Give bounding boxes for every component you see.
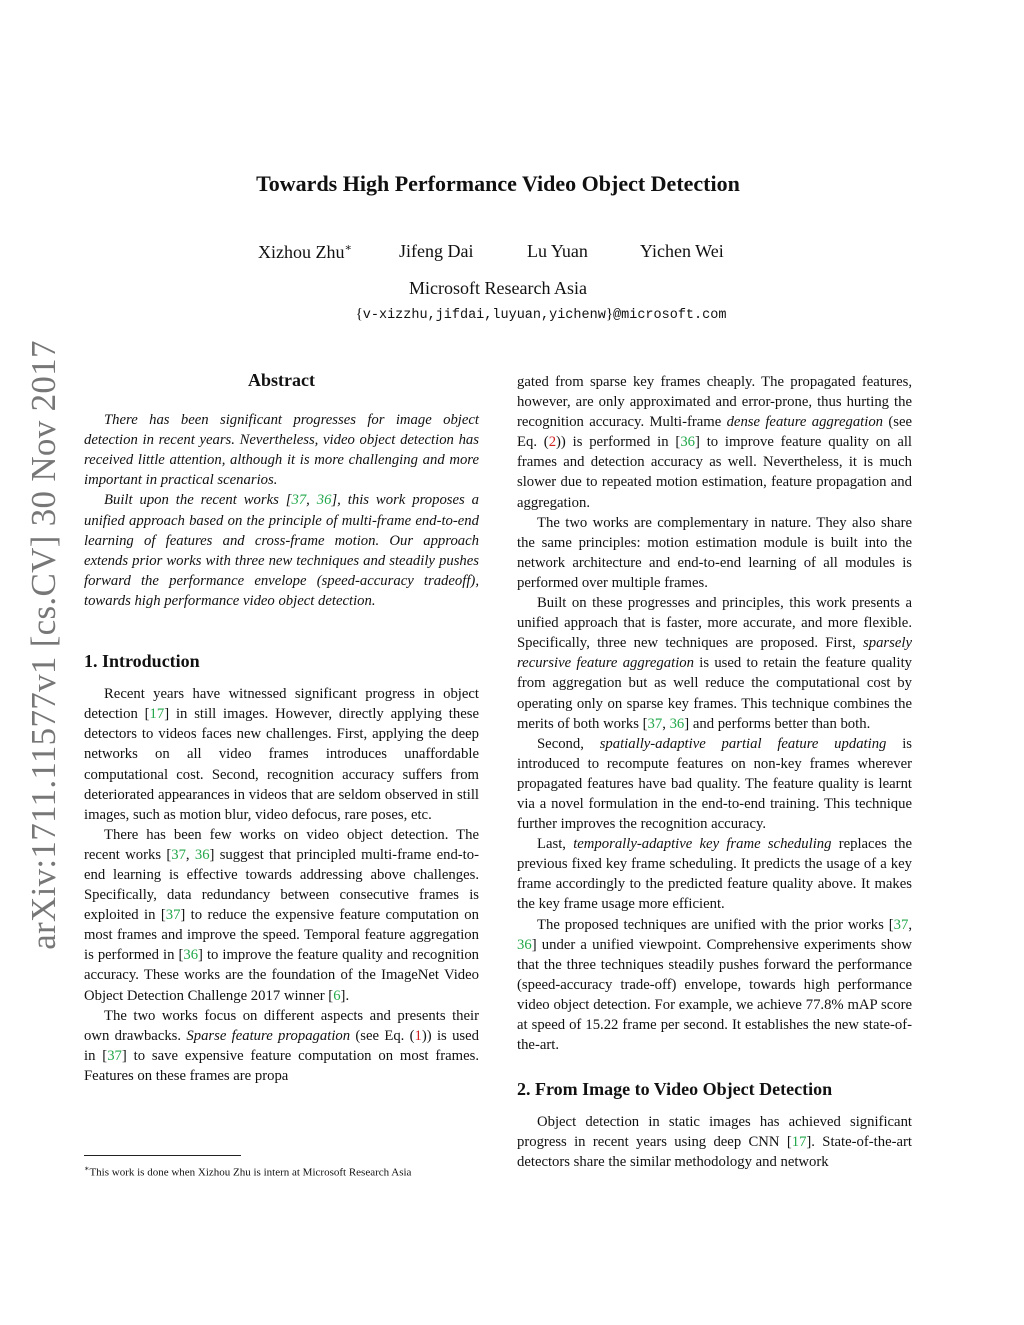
footnote: ∗This work is done when Xizhou Zhu is intern at Microsoft Research Asia bbox=[84, 1164, 412, 1179]
intro-paragraph-7: Last, temporally-adaptive key frame scheduling replaces the previous fixed key frame scheduling. It predicts the usage of a key frame accordingly to the predicted feature quality above. It makes the key frame usage more efficient. bbox=[517, 836, 912, 913]
abstract-paragraph-2: Built upon the recent works [37, 36], this work proposes a unified approach based on the principle of multi-frame end-to-end learning of features and cross-frame motion. Our approach extends prior works with three new techniques and steadily pushes forward the performance envelope (speed-accuracy tradeoff), towards high performance video object detection. bbox=[84, 492, 480, 609]
author-3: Lu Yuan bbox=[527, 241, 588, 261]
citation-link[interactable]: 36 bbox=[669, 715, 685, 732]
arxiv-watermark bbox=[20, 340, 68, 950]
intro-paragraph-5: Built on these progresses and principles, this work presents a unified approach that is faster, more accurate, and more flexible. Specifically, three new techniques are proposed. First, sparsely recursive feature aggregation is used to retain the feature quality from aggregation but as well reduce the computational cost by operating only on sparse key frames. This technique combines the merits of both works [37, 36] and performs better than both. bbox=[517, 595, 913, 732]
citation-link[interactable]: 17 bbox=[791, 1134, 807, 1151]
citation-link[interactable]: 36 bbox=[517, 936, 532, 953]
affiliation: Microsoft Research Asia bbox=[409, 278, 587, 298]
citation-link[interactable]: 37 bbox=[107, 1047, 122, 1064]
author-emails: {v-xizzhu,jifdai,luyuan,yichenw}@microsoft.com bbox=[355, 306, 727, 323]
citation-link[interactable]: 37 bbox=[893, 916, 909, 933]
intro-paragraph-3-continued: gated from sparse key frames cheaply. The propagated features, however, are only approximated and error-prone, thus hurting the recognition accuracy. Multi-frame dense feature aggregation (see Eq. (2)) is performed in [36] to improve feature quality on all frames and detection accuracy as well. Nevertheless, it is much slower due to repeated motion estimation, feature propagation and aggregation. bbox=[517, 374, 913, 511]
citation-link[interactable]: 37 bbox=[291, 492, 307, 509]
footnote-rule bbox=[84, 1155, 241, 1156]
abstract-paragraph-1: There has been significant progresses for image object detection in recent years. Nevertheless, video object detection has received little attention, although it is more challenging and more important in practical scenarios. bbox=[84, 412, 479, 489]
citation-link[interactable]: 37 bbox=[165, 907, 181, 924]
equation-link[interactable]: 1 bbox=[414, 1027, 422, 1044]
intro-paragraph-2: There has been few works on video object detection. The recent works [37, 36] suggest that principled multi-frame end-to-end learning is effective towards addressing above challenges. Specifically, data redundancy between consecutive frames is exploited in [37] to reduce the expensive feature computation on most frames and improve the speed. Temporal feature aggregation is performed in [36] to improve the feature quality and recognition accuracy. These works are the foundation of the ImageNet Video Object Detection Challenge 2017 winner [6]. bbox=[84, 826, 480, 1004]
arxiv-id: arXiv:1711.11577v1 [cs.CV] 30 Nov 2017 bbox=[24, 340, 63, 950]
citation-link[interactable]: 36 bbox=[194, 846, 210, 863]
intro-paragraph-3: The two works focus on different aspects and presents their own drawbacks. Sparse feature propagation (see Eq. (1)) is used in [37] to save expensive feature computation on most frames. Features on these frames are propa bbox=[84, 1007, 479, 1084]
left-column bbox=[84, 370, 479, 1086]
right-column bbox=[517, 372, 912, 1173]
author-2: Jifeng Dai bbox=[399, 241, 474, 261]
section-heading-image-to-video: 2. From Image to Video Object Detection bbox=[517, 1079, 833, 1100]
paper-title: Towards High Performance Video Object Detection bbox=[256, 171, 740, 196]
citation-link[interactable]: 36 bbox=[316, 492, 332, 509]
intro-paragraph-8: The proposed techniques are unified with the prior works [37, 36] under a unified viewpoint. Comprehensive experiments show that the three techniques steadily pushes forward the performance (speed-accuracy trade-off) envelope, towards high performance video object detection. For example, we achieve 77.8% mAP score at speed of 15.22 frame per second. It establishes the new state-of-the-art. bbox=[517, 916, 912, 1054]
section-heading-introduction: 1. Introduction bbox=[84, 651, 200, 672]
intro-paragraph-6: Second, spatially-adaptive partial feature updating is introduced to recompute features on non-key frames wherever propagated features have bad quality. The feature quality is learnt via a novel formulation in the end-to-end training. This technique further improves the recognition accuracy. bbox=[517, 735, 912, 833]
author-4: Yichen Wei bbox=[640, 241, 724, 261]
citation-link[interactable]: 37 bbox=[647, 715, 663, 732]
citation-link[interactable]: 6 bbox=[333, 987, 341, 1004]
abstract-heading: Abstract bbox=[248, 370, 315, 390]
author-1: Xizhou Zhu∗ bbox=[258, 242, 352, 262]
abstract-section bbox=[84, 370, 479, 611]
citation-link[interactable]: 17 bbox=[149, 706, 165, 723]
citation-link[interactable]: 36 bbox=[183, 947, 199, 964]
section2-paragraph-1: Object detection in static images has achieved significant progress in recent years using deep CNN [17]. State-of-the-art detectors share the similar methodology and network bbox=[517, 1114, 912, 1171]
equation-link[interactable]: 2 bbox=[548, 434, 557, 451]
citation-link[interactable]: 37 bbox=[171, 846, 186, 863]
citation-link[interactable]: 36 bbox=[680, 434, 695, 451]
intro-paragraph-1: Recent years have witnessed significant progress in object detection [17] in still images. However, directly applying these detectors to videos faces new challenges. First, applying the deep networks on all video frames introduces unaffordable computational cost. Second, recognition accuracy suffers from deteriorated appearances in videos that are seldom observed in still images, such as motion blur, video defocus, rare poses, etc. bbox=[84, 686, 479, 823]
intro-paragraph-4: The two works are complementary in nature. They also share the same principles: motion estimation module is built into the network architecture and end-to-end learning of all modules is performed over multiple frames. bbox=[517, 514, 912, 591]
